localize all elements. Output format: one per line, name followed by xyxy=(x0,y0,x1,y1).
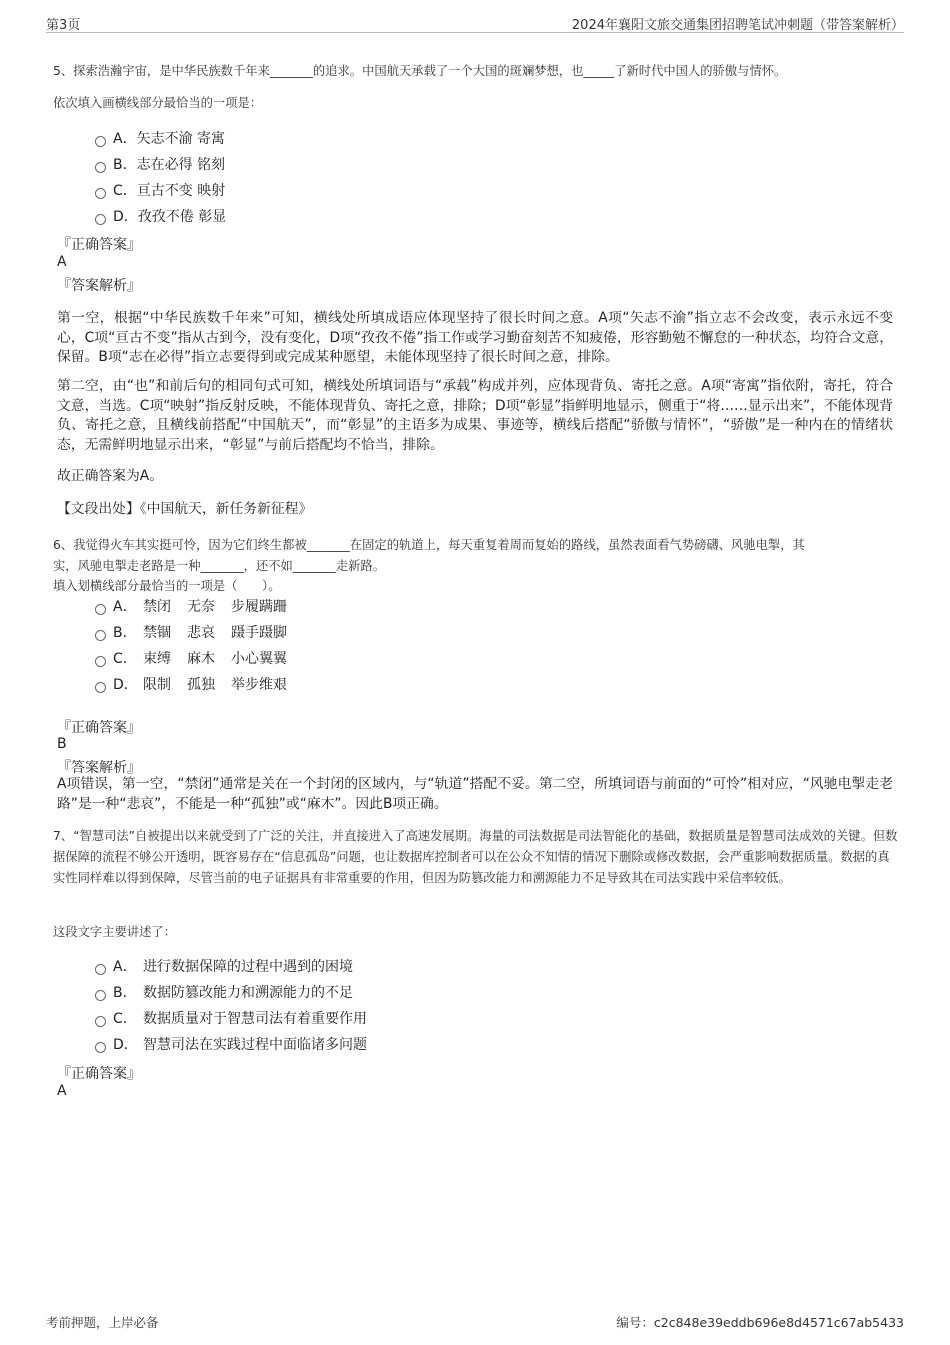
q6-answer: B xyxy=(57,736,67,752)
radio-icon[interactable] xyxy=(95,682,106,693)
q7-prompt: 这段文字主要讲述了： xyxy=(53,925,176,939)
q5-option-a[interactable]: A．矢志不渝 寄寓 xyxy=(95,126,226,152)
radio-icon[interactable] xyxy=(95,604,106,615)
page-header xyxy=(46,10,904,33)
q7-option-d[interactable]: D． 智慧司法在实践过程中面临诸多问题 xyxy=(95,1032,367,1058)
q5-source: 【文段出处】《中国航天，新任务新征程》 xyxy=(57,501,313,517)
q7-answer-label: 『正确答案』 xyxy=(57,1066,141,1082)
q5-option-b[interactable]: B．志在必得 铭刻 xyxy=(95,152,226,178)
radio-icon[interactable] xyxy=(95,630,106,641)
q5-analysis-paragraph: 第二空，由“也”和前后句的相同句式可知，横线处所填词语与“承载”构成并列，应体现背负、寄托之意。A项“寄寓”指依附，寄托，符合文意，当选。C项“映射”指反射反映，不能体现背负、寄托之意，排除；D项“彰显”指鲜明地显示，侧重于“将……显示出来”，不能体现背负、寄托之意，且横线前搭配“中国航天”，而“彰显”的主语多为成果、事迹等，横线后搭配“骄傲与情怀”，“骄傲”是一种内在的情绪状态，无需鲜明地显示出来，“彰显”与前后搭配均不恰当，排除。 xyxy=(57,378,893,453)
q5-answer: A xyxy=(57,254,67,270)
document-id: 编号：c2c848e39eddb696e8d4571c67ab5433 xyxy=(616,1315,904,1330)
q6-option-c[interactable]: C． 束缚 麻木 小心翼翼 xyxy=(95,646,303,672)
radio-icon[interactable] xyxy=(95,656,106,667)
q5-answer-label: 『正确答案』 xyxy=(57,237,141,253)
q5-prompt: 依次填入画横线部分最恰当的一项是： xyxy=(53,96,263,110)
q7-options xyxy=(95,954,367,1058)
q6-analysis-label: 『答案解析』 xyxy=(57,760,141,776)
radio-icon[interactable] xyxy=(95,188,106,199)
q6-options xyxy=(95,594,303,698)
q6-stem-line: 实，风驰电掣走老路是一种_______，还不如_______走新路。 xyxy=(53,559,386,573)
radio-icon[interactable] xyxy=(95,1016,106,1027)
q7-stem: 7、“智慧司法”自被提出以来就受到了广泛的关注，并直接进入了高速发展期。海量的司法数据是司法智能化的基础，数据质量是智慧司法成效的关键。但数据保障的流程不够公开透明，既容易存在“信息孤岛”问题，也让数据库控制者可以在公众不知情的情况下删除或修改数据，会严重影响数据质量。数据的真实性同样难以得到保障，尽管当前的电子证据具有非常重要的作用，但因为防篡改能力和溯源能力不足导致其在司法实践中采信率较低。 xyxy=(53,829,898,885)
radio-icon[interactable] xyxy=(95,136,106,147)
q6-option-a[interactable]: A． 禁闭 无奈 步履蹒跚 xyxy=(95,594,303,620)
q6-stem-line: 6、我觉得火车其实挺可怜，因为它们终生都被_______在固定的轨道上，每天重复着周而复始的路线，虽然表面看气势磅礴、风驰电掣，其 xyxy=(53,538,805,552)
document-title: 2024年襄阳文旅交通集团招聘笔试冲刺题（带答案解析） xyxy=(571,18,904,33)
radio-icon[interactable] xyxy=(95,964,106,975)
q5-option-c[interactable]: C．亘古不变 映射 xyxy=(95,178,226,204)
q7-answer: A xyxy=(57,1083,67,1099)
q5-analysis-paragraph: 第一空，根据“中华民族数千年来”可知，横线处所填成语应体现坚持了很长时间之意。A项“矢志不渝”指立志不会改变，表示永远不变心，C项“亘古不变”指从古到今，没有变化，D项“孜孜不倦”指工作或学习勤奋刻苦不知疲倦，形容勤勉不懈怠的一种状态，均符合文意，保留。B项“志在必得”指立志要得到或完成某种愿望，未能体现坚持了很长时间之意，排除。 xyxy=(57,310,893,365)
q6-prompt: 填入划横线部分最恰当的一项是（ ）。 xyxy=(53,579,281,593)
q6-analysis: A项错误，第一空，“禁闭”通常是关在一个封闭的区域内，与“轨道”搭配不妥。第二空，所填词语与前面的“可怜”相对应，“风驰电掣走老路”是一种“悲哀”，不能是一种“孤独”或“麻木”。因此B项正确。 xyxy=(57,776,893,812)
radio-icon[interactable] xyxy=(95,990,106,1001)
q6-answer-label: 『正确答案』 xyxy=(57,720,141,736)
footer-slogan: 考前押题，上岸必备 xyxy=(46,1315,159,1330)
q7-option-b[interactable]: B． 数据防篡改能力和溯源能力的不足 xyxy=(95,980,367,1006)
q5-option-d[interactable]: D．孜孜不倦 彰显 xyxy=(95,204,226,230)
q7-option-c[interactable]: C． 数据质量对于智慧司法有着重要作用 xyxy=(95,1006,367,1032)
q5-conclusion: 故正确答案为A。 xyxy=(57,468,164,484)
q7-option-a[interactable]: A． 进行数据保障的过程中遇到的困境 xyxy=(95,954,367,980)
q6-option-b[interactable]: B． 禁锢 悲哀 蹑手蹑脚 xyxy=(95,620,303,646)
radio-icon[interactable] xyxy=(95,214,106,225)
page-number: 第3页 xyxy=(46,18,81,33)
q6-option-d[interactable]: D． 限制 孤独 举步维艰 xyxy=(95,672,303,698)
radio-icon[interactable] xyxy=(95,1042,106,1053)
q5-options xyxy=(95,126,226,230)
q5-stem: 5、探索浩瀚宇宙，是中华民族数千年来_______的追求。中国航天承载了一个大国的斑斓梦想，也_____了新时代中国人的骄傲与情怀。 xyxy=(53,64,787,78)
q5-analysis-label: 『答案解析』 xyxy=(57,278,141,294)
radio-icon[interactable] xyxy=(95,162,106,173)
